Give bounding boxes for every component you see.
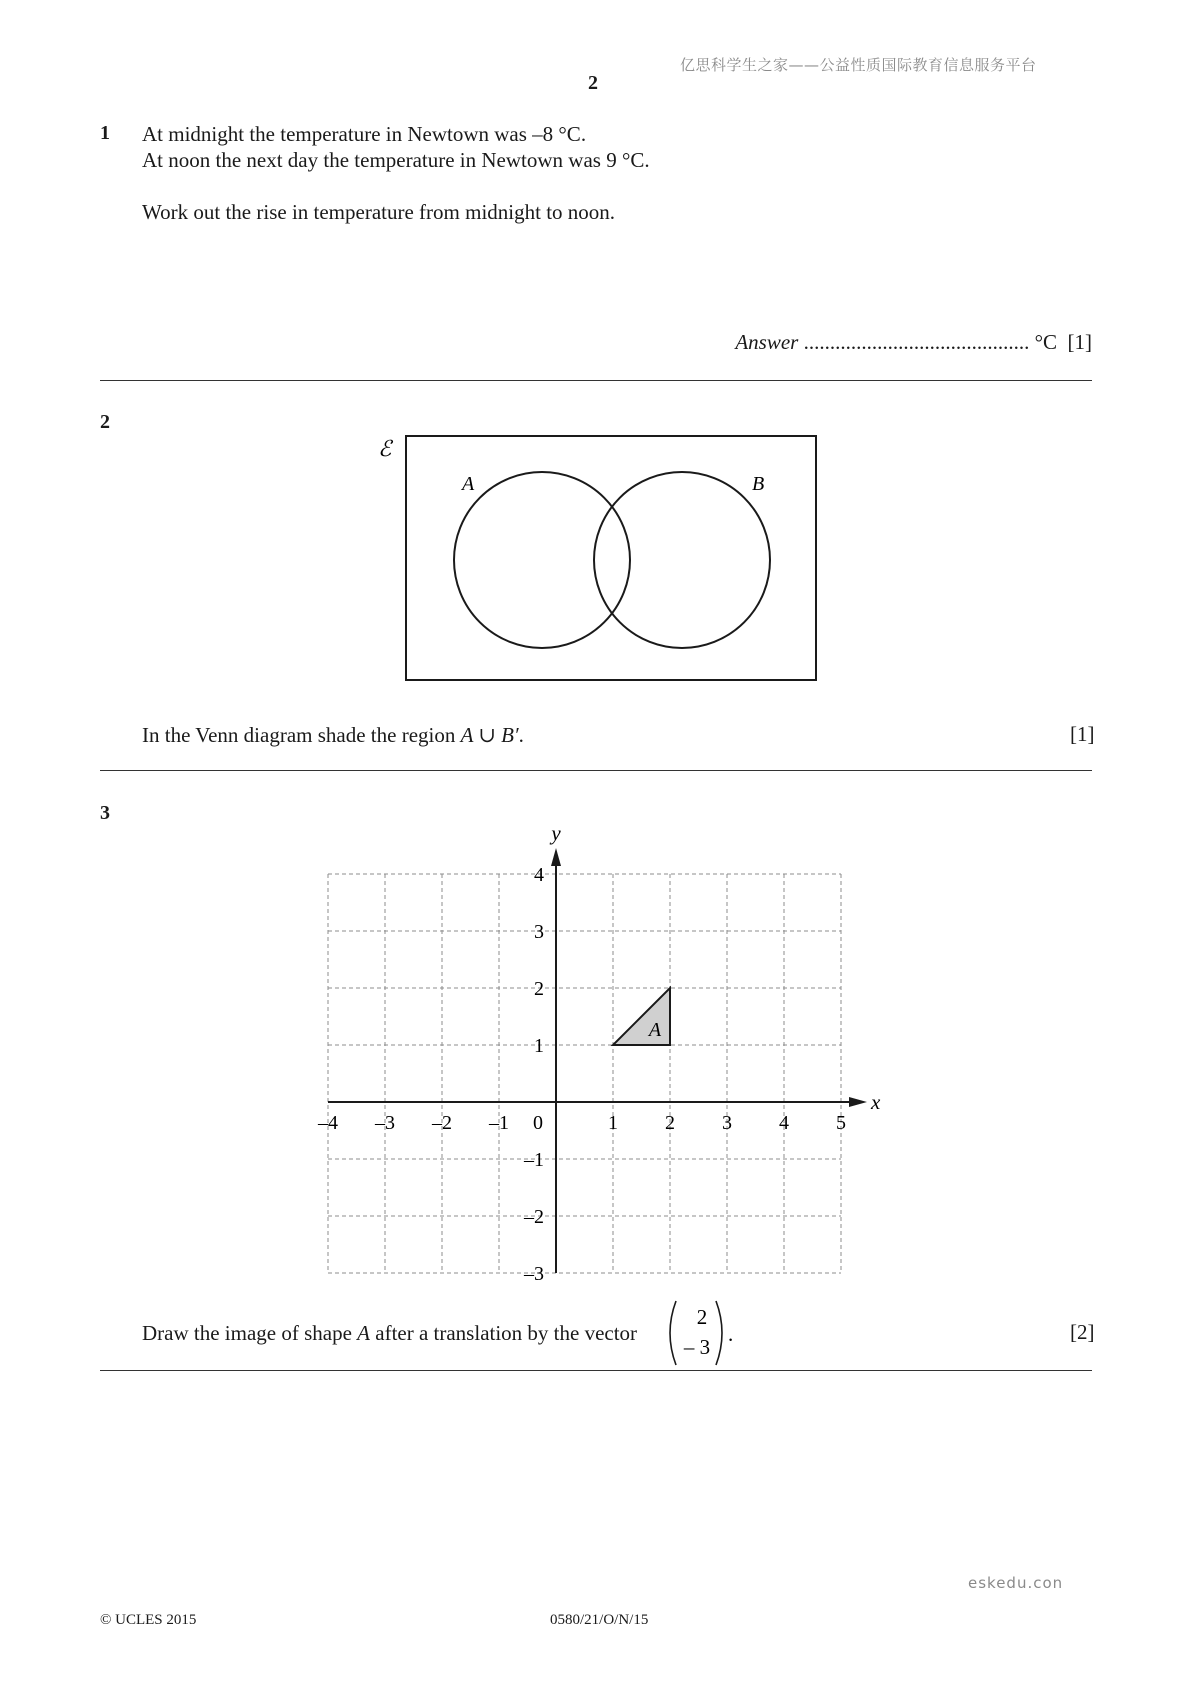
- divider-2: [100, 770, 1092, 771]
- y-tick-labels: [523, 864, 544, 1285]
- set-b-label: B: [752, 473, 765, 495]
- question-2-instruction-end: .: [518, 723, 524, 747]
- question-2-number: 2: [100, 411, 110, 433]
- vector-bottom-component: – 3: [683, 1335, 711, 1359]
- x-axis-arrow: [849, 1097, 867, 1107]
- vector-top-component: 2: [696, 1305, 708, 1329]
- y-tick-label: –3: [524, 1263, 544, 1285]
- translation-vector: [664, 1295, 744, 1371]
- question-2-instruction: [142, 722, 524, 748]
- divider-1: [100, 380, 1092, 381]
- y-axis-label: y: [551, 821, 561, 845]
- vector-left-paren: [670, 1301, 676, 1365]
- y-tick-label: –2: [524, 1206, 544, 1228]
- x-tick-label: 1: [608, 1112, 618, 1134]
- question-2-expression: A ∪ B′: [460, 723, 519, 747]
- question-1-line-2: At noon the next day the temperature in Newtown was 9 °C.: [142, 148, 650, 172]
- question-3-instruction-mid: after a translation by the vector: [370, 1321, 638, 1345]
- question-1-instruction: Work out the rise in temperature from midnight to noon.: [142, 200, 616, 224]
- footer-copyright: © UCLES 2015: [100, 1612, 197, 1628]
- x-tick-label: 3: [722, 1112, 732, 1134]
- x-axis-label: x: [871, 1090, 881, 1114]
- footer-site-watermark: eskedu.con: [968, 1574, 1064, 1592]
- x-tick-label: –4: [318, 1112, 338, 1134]
- y-tick-label: 3: [534, 921, 544, 943]
- axes: [328, 848, 867, 1273]
- answer-label: Answer: [735, 330, 799, 354]
- question-3-number: 3: [100, 802, 110, 824]
- vector-period: .: [728, 1322, 734, 1346]
- venn-diagram[interactable]: [370, 430, 830, 690]
- set-a-circle[interactable]: [454, 472, 630, 648]
- x-tick-label: 4: [779, 1112, 789, 1134]
- grid-lines: [328, 874, 841, 1273]
- vector-right-paren: [716, 1301, 722, 1365]
- y-tick-label: 4: [534, 864, 544, 886]
- question-3-marks: [2]: [1070, 1320, 1095, 1344]
- x-tick-label: 5: [836, 1112, 846, 1134]
- question-1-answer-line: [735, 330, 1092, 355]
- universal-set-symbol: ℰ: [378, 436, 392, 461]
- question-3-instruction: [142, 1320, 637, 1346]
- set-b-circle[interactable]: [594, 472, 770, 648]
- answer-blank[interactable]: ...........................................: [803, 330, 1030, 354]
- coordinate-grid[interactable]: [300, 820, 900, 1290]
- question-1-marks: [1]: [1067, 330, 1092, 354]
- footer-paper-code: 0580/21/O/N/15: [550, 1612, 649, 1628]
- shape-a-label: A: [648, 1019, 662, 1041]
- origin-label: 0: [533, 1112, 543, 1134]
- page-number: 2: [588, 72, 598, 94]
- x-tick-labels: [317, 1112, 846, 1134]
- y-tick-label: 1: [534, 1035, 544, 1057]
- answer-unit: °C: [1034, 330, 1057, 354]
- divider-3: [100, 1370, 1092, 1371]
- question-3-shape-name: A: [357, 1321, 370, 1345]
- y-tick-label: –1: [524, 1149, 544, 1171]
- y-axis-arrow: [551, 848, 561, 866]
- question-2-marks: [1]: [1070, 722, 1095, 746]
- x-tick-label: –1: [489, 1112, 509, 1134]
- header-watermark: 亿思科学生之家——公益性质国际教育信息服务平台: [680, 56, 1037, 74]
- shape-a-triangle[interactable]: [613, 988, 670, 1045]
- set-a-label: A: [462, 473, 475, 495]
- question-1-number: 1: [100, 122, 110, 144]
- x-tick-label: 2: [665, 1112, 675, 1134]
- question-1-line-1: At midnight the temperature in Newtown was –8 °C.: [142, 122, 587, 146]
- question-2-instruction-text: In the Venn diagram shade the region: [142, 723, 461, 747]
- question-3-instruction-text: Draw the image of shape: [142, 1321, 358, 1345]
- x-tick-label: –2: [432, 1112, 452, 1134]
- x-tick-label: –3: [375, 1112, 395, 1134]
- y-tick-label: 2: [534, 978, 544, 1000]
